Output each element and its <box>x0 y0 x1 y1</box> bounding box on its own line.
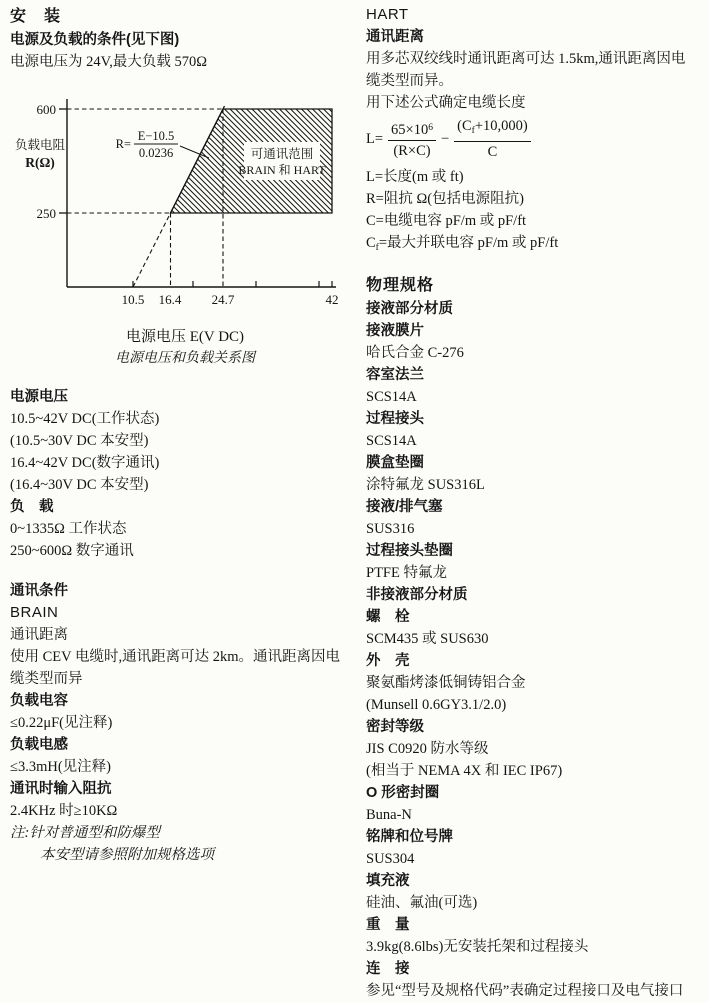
brain-protocol-label: BRAIN <box>10 604 59 621</box>
formula-lhs: L= <box>366 131 384 147</box>
spec-value: SUS316 <box>366 521 415 537</box>
y-axis-label-symbol: R(Ω) <box>25 155 55 170</box>
spec-label: O 形密封圈 <box>366 785 440 801</box>
spec-label: 膜盒垫圈 <box>366 455 424 471</box>
load-inductance-heading: 负载电感 <box>10 737 68 753</box>
input-impedance-value: 2.4KHz 时≥10KΩ <box>10 803 118 819</box>
spec-value: 聚氨酯烤漆低铜铸铝合金 <box>366 675 526 691</box>
formula-minus: − <box>440 131 450 147</box>
legend-cf-text: =最大并联电容 pF/m 或 pF/ft <box>378 235 559 251</box>
chart-x-axis-title: 电源电压 E(V DC) <box>125 329 245 345</box>
fraction2-numerator: (C <box>457 118 472 134</box>
formula-legend-Cf <box>366 232 706 259</box>
load-capacitance-heading: 负载电容 <box>10 693 68 709</box>
section-title-installation: 安 装 <box>10 8 62 25</box>
spec-label: 接液部分材质 <box>366 301 453 317</box>
spec-label: 非接液部分材质 <box>366 587 468 603</box>
spec-value: 参见“型号及规格代码”表确定过程接口及电气接口 <box>366 983 684 999</box>
cable-length-formula <box>366 117 706 161</box>
y-axis-label-cn: 负载电阻 <box>14 138 66 152</box>
formula-legend-R: R=阻抗 Ω(包括电源阻抗) <box>366 191 524 207</box>
legend-cf-subscript: f <box>375 243 379 253</box>
formula-fraction-2 <box>454 117 531 161</box>
spec-label: 重 量 <box>366 917 410 933</box>
load-line: 0~1335Ω 工作状态 <box>10 521 127 537</box>
spec-value: Buna-N <box>366 807 412 823</box>
supply-voltage-line: 10.5~42V DC(工作状态) <box>10 411 160 427</box>
fraction2-subscript: f <box>471 126 475 136</box>
supply-voltage-line: (10.5~30V DC 本安型) <box>10 433 149 449</box>
spec-value: SUS304 <box>366 851 415 867</box>
spec-value: 3.9kg(8.6lbs)无安装托架和过程接头 <box>366 939 589 955</box>
spec-label: 螺 栓 <box>366 609 410 625</box>
hart-comm-distance-text: 用多芯双绞线时通讯距离可达 1.5km,通讯距离因电 <box>366 51 686 67</box>
xtick-label-16-4: 16.4 <box>158 292 182 307</box>
spec-value: PTFE 特氟龙 <box>366 565 447 581</box>
chart-canvas <box>10 87 360 313</box>
supply-voltage-load-chart <box>10 87 360 318</box>
spec-value: JIS C0920 防水等级 <box>366 741 489 757</box>
spec-label: 接液/排气塞 <box>366 499 443 515</box>
fraction1-denominator: (R×C) <box>393 142 431 159</box>
input-impedance-heading: 通讯时输入阻抗 <box>10 781 112 797</box>
spec-label: 外 壳 <box>366 653 410 669</box>
power-load-condition-text: 电源电压为 24V,最大负载 570Ω <box>10 54 208 70</box>
note-line: 注:针对普通型和防爆型 <box>10 825 160 841</box>
chart-caption: 电源电压和负载关系图 <box>115 351 255 366</box>
spec-value: SCM435 或 SUS630 <box>366 631 489 647</box>
spec-label: 容室法兰 <box>366 367 424 383</box>
spec-value: (相当于 NEMA 4X 和 IEC IP67) <box>366 763 563 779</box>
physical-spec-heading: 物理规格 <box>366 277 435 294</box>
spec-value: SCS14A <box>366 389 417 405</box>
spec-value: 涂特氟龙 SUS316L <box>366 477 485 493</box>
ytick-label-600: 600 <box>36 102 56 117</box>
formula-legend-C: C=电缆电容 pF/m 或 pF/ft <box>366 213 527 229</box>
supply-voltage-line: 16.4~42V DC(数字通讯) <box>10 455 160 471</box>
boundary-line-dashed <box>133 213 171 287</box>
spec-label: 连 接 <box>366 961 410 977</box>
cable-length-intro: 用下述公式确定电缆长度 <box>366 95 526 111</box>
spec-value: SCS14A <box>366 433 417 449</box>
spec-value: (Munsell 0.6GY3.1/2.0) <box>366 697 507 713</box>
fraction2-numerator-tail: +10,000) <box>474 118 528 134</box>
load-inductance-value: ≤3.3mH(见注释) <box>10 759 111 775</box>
formula-denominator: 0.0236 <box>138 146 174 160</box>
formula-numerator: E−10.5 <box>137 129 175 143</box>
xtick-label-10-5: 10.5 <box>121 292 145 307</box>
load-line: 250~600Ω 数字通讯 <box>10 543 134 559</box>
left-column <box>10 0 360 866</box>
formula-lhs: R= <box>115 137 131 151</box>
hart-comm-distance-text: 缆类型而异。 <box>366 73 453 89</box>
hart-comm-distance-heading: 通讯距离 <box>366 29 424 45</box>
xtick-label-24-7: 24.7 <box>211 292 235 307</box>
hart-protocol-label: HART <box>366 6 409 23</box>
spec-label: 接液膜片 <box>366 323 424 339</box>
spec-label: 过程接头 <box>366 411 424 427</box>
spec-label: 填充液 <box>366 873 410 889</box>
region-label-cn: 可通讯范围 <box>250 147 314 161</box>
fraction1-exponent: 6 <box>428 122 433 133</box>
spec-label: 密封等级 <box>366 719 424 735</box>
power-load-condition-heading: 电源及负载的条件(见下图) <box>10 32 180 48</box>
comm-distance-label: 通讯距离 <box>10 627 68 643</box>
fraction2-denominator: C <box>487 144 498 160</box>
fraction1-numerator: 65×10 <box>391 121 429 138</box>
xtick-label-42: 42 <box>325 292 339 307</box>
formula-fraction-1 <box>388 119 436 160</box>
load-heading: 负 载 <box>10 499 54 515</box>
region-label-protocols: BRAIN 和 HART <box>238 163 326 177</box>
spec-label: 铭牌和位号牌 <box>366 829 453 845</box>
ytick-label-250: 250 <box>36 206 56 221</box>
supply-voltage-line: (16.4~30V DC 本安型) <box>10 477 149 493</box>
comm-conditions-heading: 通讯条件 <box>10 583 68 599</box>
comm-distance-text: 使用 CEV 电缆时,通讯距离可达 2km。通讯距离因电 <box>10 649 341 665</box>
supply-voltage-heading: 电源电压 <box>10 389 68 405</box>
legend-cf-symbol: C <box>366 235 376 251</box>
comm-distance-text: 缆类型而异 <box>10 671 83 687</box>
spec-value: 哈氏合金 C-276 <box>366 345 464 361</box>
load-capacitance-value: ≤0.22μF(见注释) <box>10 715 113 731</box>
spec-value: 硅油、氟油(可选) <box>366 895 478 911</box>
note-line: 本安型请参照附加规格选项 <box>40 847 214 863</box>
right-column <box>366 0 706 1002</box>
spec-label: 过程接头垫圈 <box>366 543 453 559</box>
formula-legend-L: L=长度(m 或 ft) <box>366 169 464 185</box>
